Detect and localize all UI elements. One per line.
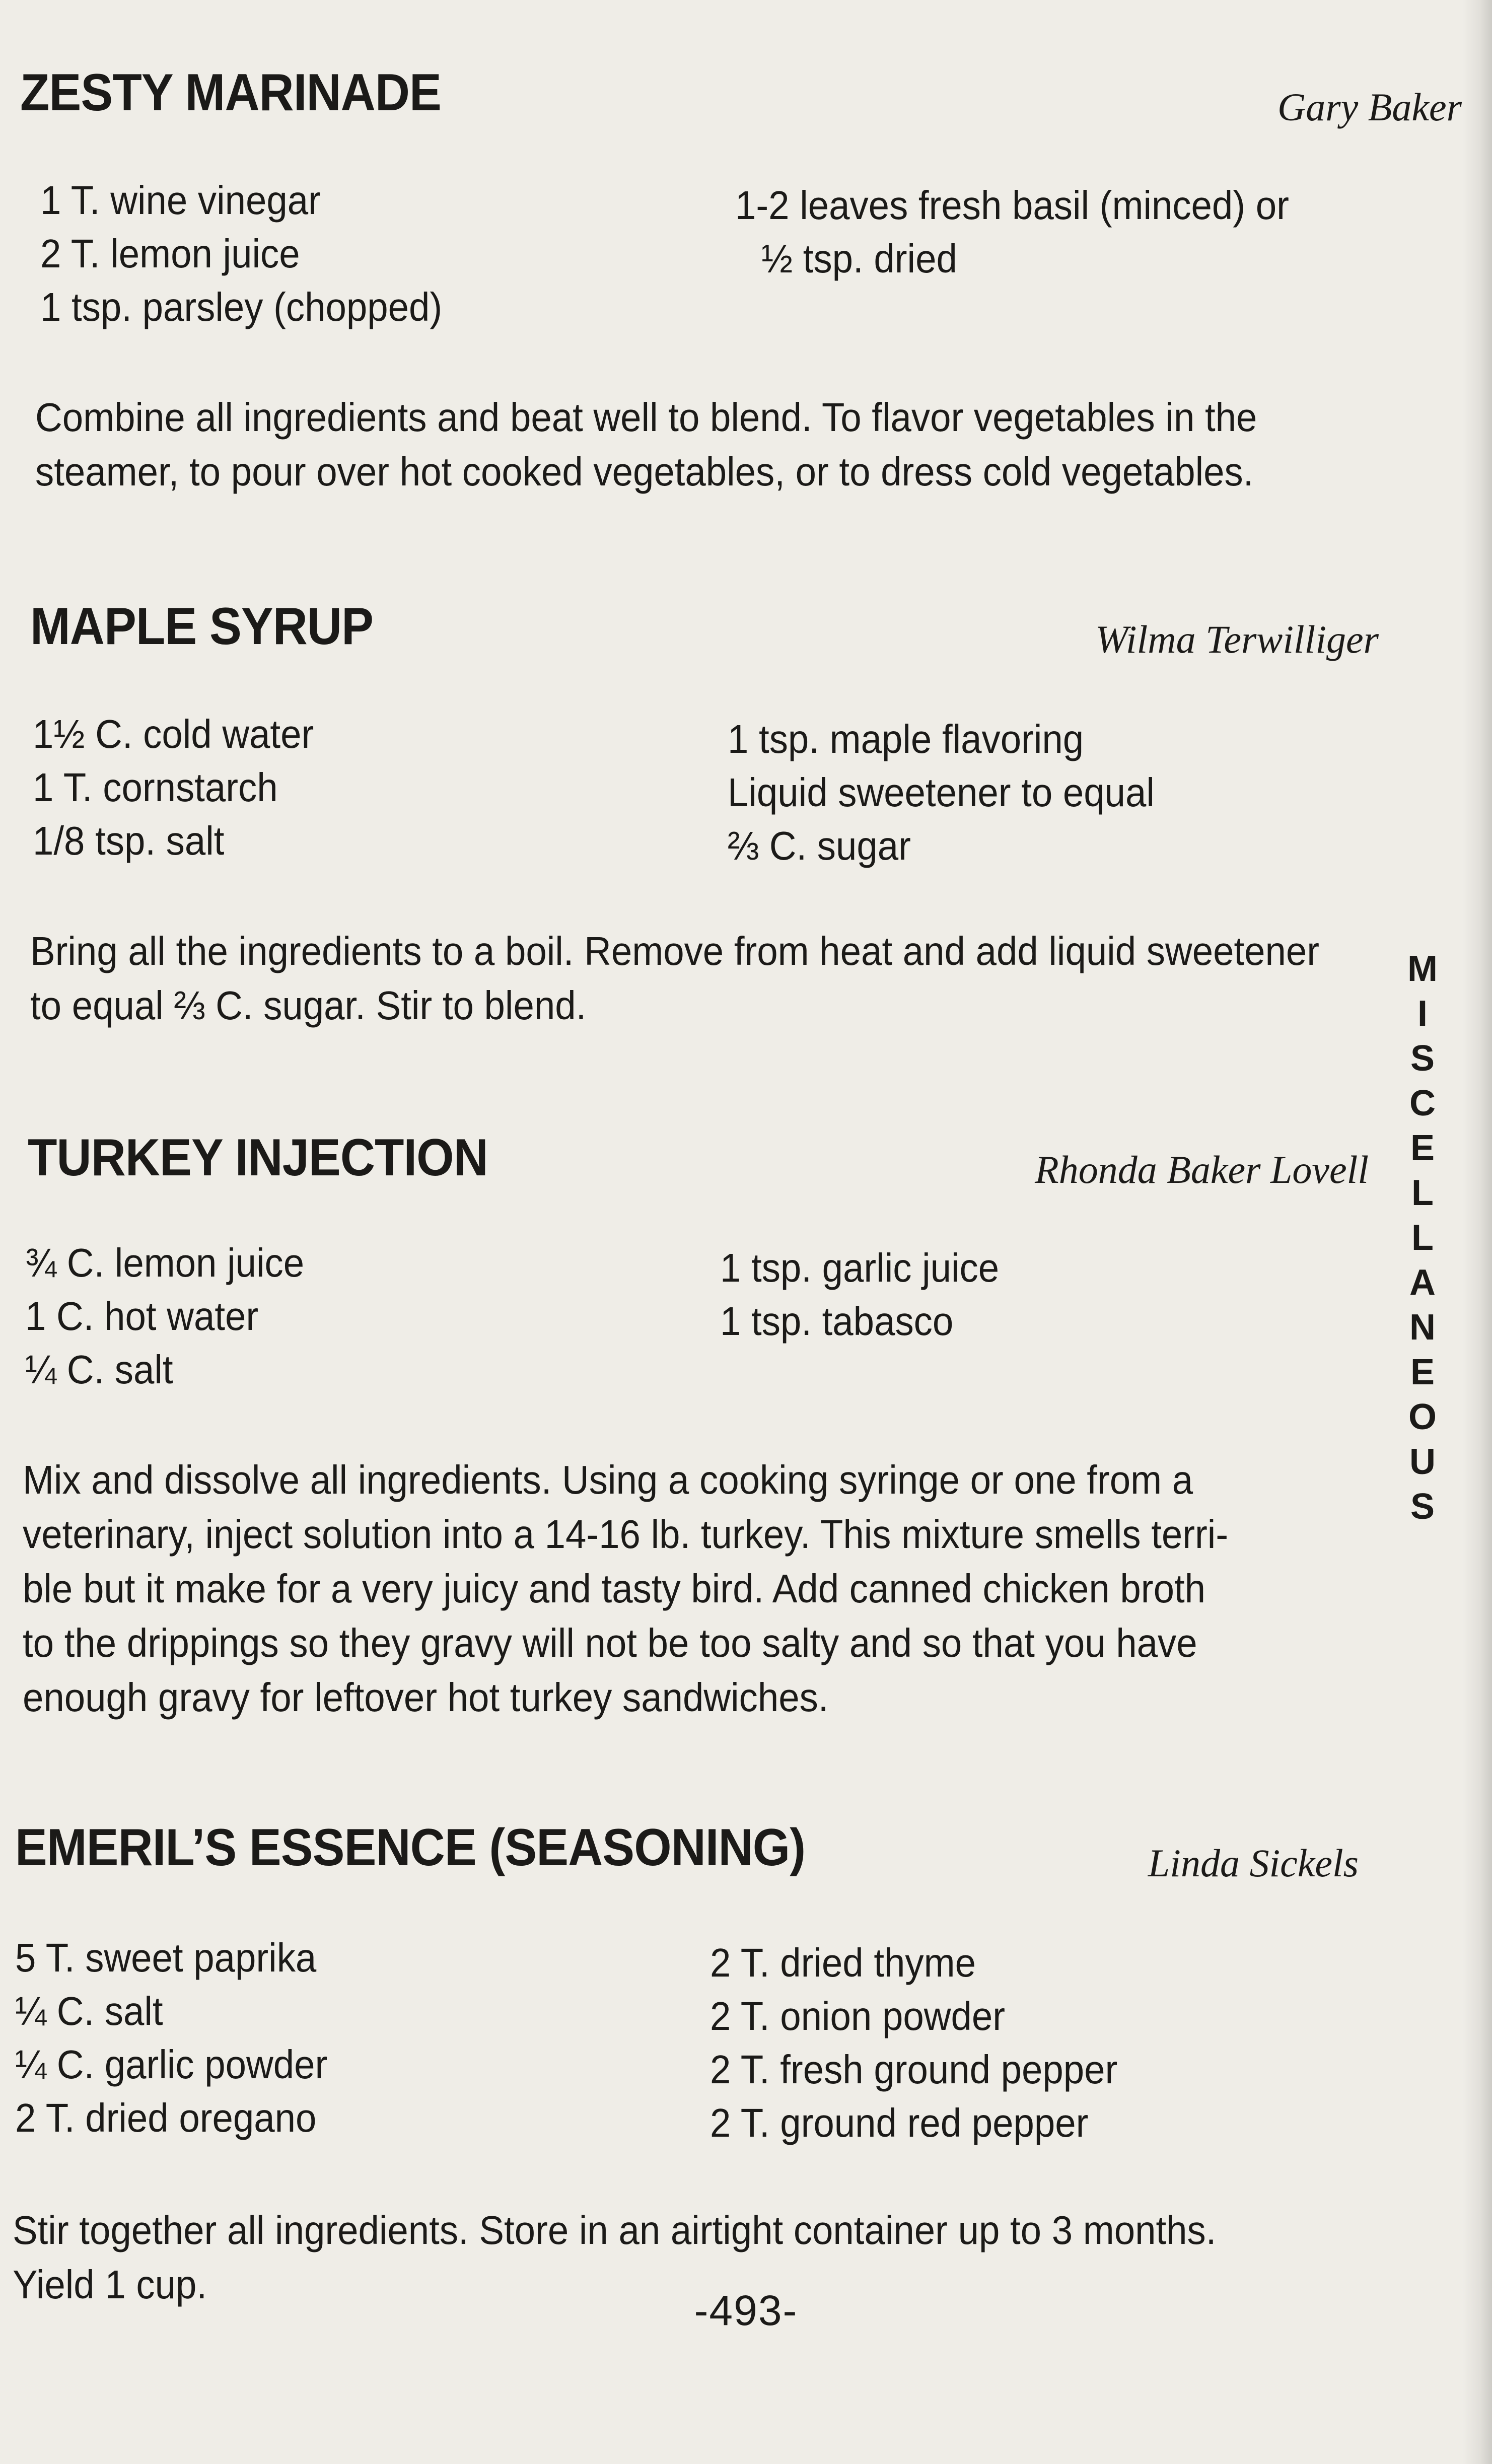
section-label-letter: N [1409,1307,1436,1348]
ingredient: 2 T. onion powder [710,1994,1005,2038]
ingredient: 2 T. dried oregano [15,2095,317,2140]
instruction-line: steamer, to pour over hot cooked vegetables, or to dress cold vegetables. [35,449,1254,494]
section-label-letter: O [1408,1397,1437,1437]
section-label-letter: E [1410,1128,1435,1168]
section-label-letter: M [1407,949,1438,989]
ingredient: 2 T. lemon juice [40,231,300,276]
ingredient: 1½ C. cold water [33,712,314,756]
instruction-line: ble but it make for a very juicy and tasty bird. Add canned chicken broth [23,1566,1206,1611]
instruction-line: enough gravy for leftover hot turkey sandwiches. [23,1675,829,1720]
ingredients-left [40,174,442,334]
ingredient: ¼ C. garlic powder [15,2042,328,2087]
section-label-letter: L [1411,1218,1434,1258]
ingredient: ⅔ C. sugar [728,823,911,868]
ingredients-left [33,708,314,868]
section-label-letter: S [1410,1038,1435,1079]
instruction-line: Combine all ingredients and beat well to blend. To flavor vegetables in the [35,395,1257,440]
section-label-letter: S [1410,1487,1435,1527]
instruction-line: to the drippings so they gravy will not be too salty and so that you have [23,1621,1197,1665]
section-label-letter: A [1409,1262,1436,1303]
ingredient: ¼ C. salt [25,1347,173,1392]
ingredient: 1-2 leaves fresh basil (minced) or [735,183,1289,228]
ingredients-right [720,1241,999,1348]
recipe-instructions [30,924,1400,1033]
recipe-title: MAPLE SYRUP [30,597,374,656]
recipe-author: Linda Sickels [1148,1841,1359,1885]
page-number: -493- [694,2287,798,2334]
ingredient: 1 T. wine vinegar [40,178,321,223]
section-label-letter: L [1411,1173,1434,1213]
section-label-letter: E [1410,1352,1435,1392]
ingredient: 2 T. dried thyme [710,1940,976,1985]
ingredient: 1 tsp. tabasco [720,1299,954,1344]
ingredient: 2 T. ground red pepper [710,2100,1089,2145]
ingredient: ¾ C. lemon juice [25,1240,305,1285]
section-label-letter: I [1417,994,1428,1034]
recipe-instructions [35,390,1405,499]
section-label-letter: U [1409,1442,1436,1482]
recipe-title: TURKEY INJECTION [28,1129,488,1187]
section-label-miscellaneous [1405,947,1440,1529]
ingredient: 1 tsp. parsley (chopped) [40,285,443,329]
ingredient: 1/8 tsp. salt [33,818,225,863]
ingredient: 1 C. hot water [25,1294,259,1339]
ingredients-left [15,1931,327,2145]
ingredient: ¼ C. salt [15,1989,163,2033]
ingredients-right [735,179,1289,286]
recipe-author: Rhonda Baker Lovell [1035,1148,1369,1191]
recipe-title: ZESTY MARINADE [20,63,441,122]
ingredients-right [710,1936,1117,2150]
ingredient: 2 T. fresh ground pepper [710,2047,1118,2092]
instruction-line: Bring all the ingredients to a boil. Remove from heat and add liquid sweetener [30,929,1320,973]
section-label-letter: C [1409,1083,1436,1123]
instruction-line: Stir together all ingredients. Store in an airtight container up to 3 months. [13,2208,1217,2252]
ingredient: ½ tsp. dried [761,236,957,281]
instruction-line: to equal ⅔ C. sugar. Stir to blend. [30,983,587,1028]
ingredient: 1 tsp. garlic juice [720,1245,1000,1290]
ingredient: Liquid sweetener to equal [728,770,1155,815]
ingredient: 1 T. cornstarch [33,765,278,810]
instruction-line: Yield 1 cup. [13,2262,207,2307]
recipe-instructions [23,1453,1392,1725]
instruction-line: veterinary, inject solution into a 14-16 lb. turkey. This mixture smells terri- [23,1512,1229,1557]
ingredient: 1 tsp. maple flavoring [728,717,1084,761]
ingredients-right [728,713,1155,873]
ingredients-left [25,1236,304,1396]
recipe-title: EMERIL’S ESSENCE (SEASONING) [15,1818,806,1877]
recipe-author: Gary Baker [1277,85,1462,129]
recipe-author: Wilma Terwilliger [1095,617,1379,661]
ingredient: 5 T. sweet paprika [15,1935,317,1980]
instruction-line: Mix and dissolve all ingredients. Using a cooking syringe or one from a [23,1457,1193,1502]
